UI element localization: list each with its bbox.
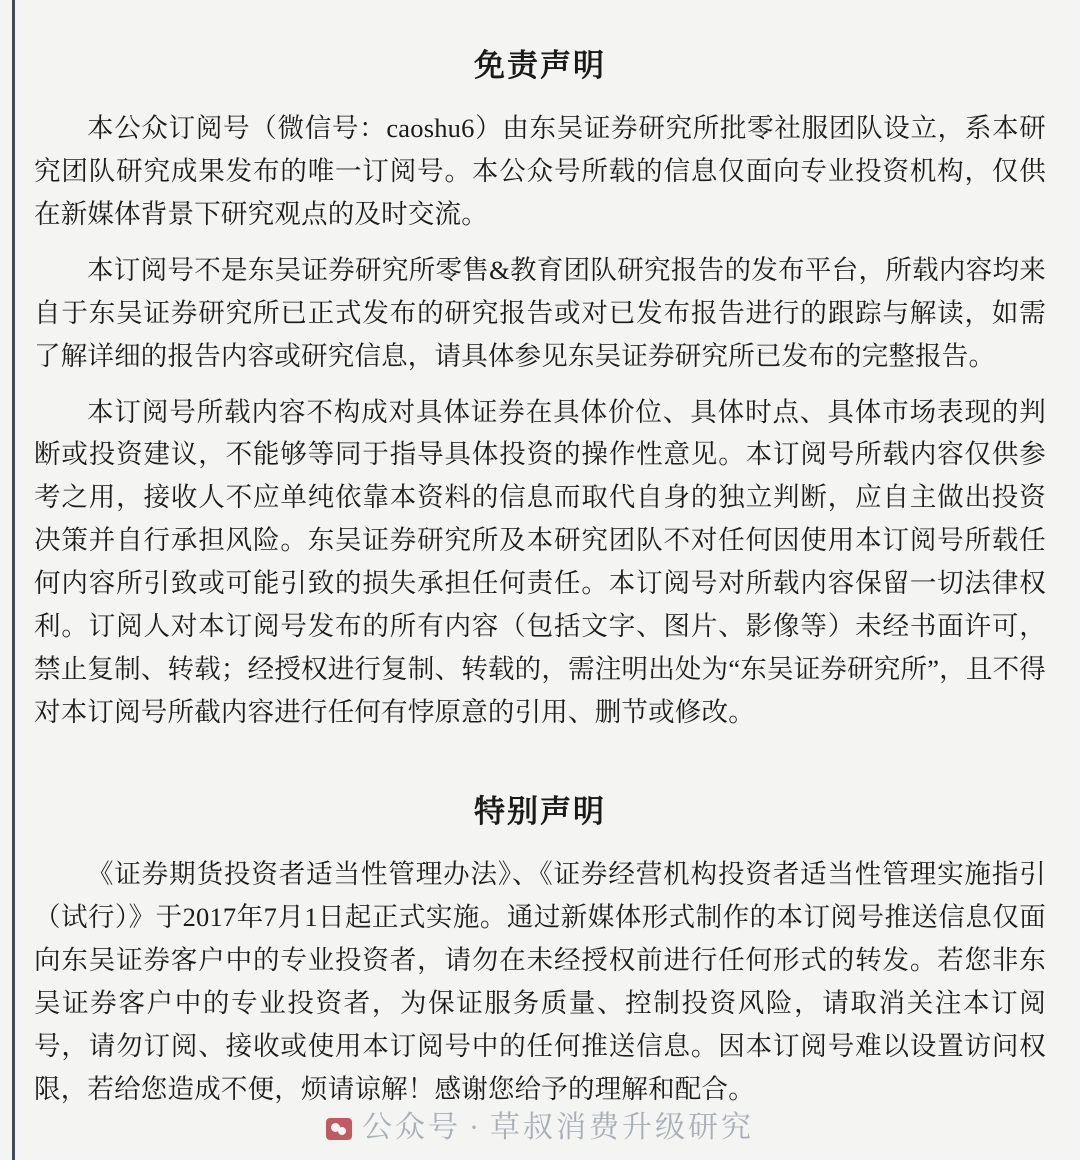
disclaimer-paragraph-3: 本订阅号所载内容不构成对具体证券在具体价位、具体时点、具体市场表现的判断或投资建议，不能够等同于指导具体投资的操作性意见。本订阅号所载内容仅供参考之用，接收人不应单纯依靠本资料的信息而取代自身的独立判断，应自主做出投资决策并自行承担风险。东吴证券研究所及本研究团队不对任何因使用本订阅号所载任何内容所引致或可能引致的损失承担任何责任。本订阅号对所载内容保留一切法律权利。订阅人对本订阅号发布的所有内容（包括文字、图片、影像等）未经书面许可，禁止复制、转载；经授权进行复制、转载的，需注明出处为“东吴证券研究所”，且不得对本订阅号所截内容进行任何有悖原意的引用、删节或修改。 (34, 396, 1046, 727)
page-left-rule (12, 0, 15, 1160)
watermark-account-name: 草叔消费升级研究 (490, 1111, 754, 1144)
watermark-prefix: 公众号 (362, 1111, 461, 1144)
wechat-logo-icon (326, 1118, 352, 1140)
page-title-special-statement: 特别声明 (474, 793, 606, 829)
special-statement-paragraph-1: 《证券期货投资者适当性管理办法》、《证券经营机构投资者适当性管理实施指引（试行）》于2017年7月1日起正式实施。通过新媒体形式制作的本订阅号推送信息仅面向东吴证券客户中的专业投资者，请勿在未经授权前进行任何形式的转发。若您非东吴证券客户中的专业投资者，为保证服务质量、控制投资风险，请取消关注本订阅号，请勿订阅、接收或使用本订阅号中的任何推送信息。因本订阅号难以设置访问权限，若给您造成不便，烦请谅解！感谢您给予的理解和配合。 (34, 858, 1046, 1104)
disclaimer-paragraph-1: 本公众订阅号（微信号：caoshu6）由东吴证券研究所批零社服团队设立，系本研究团队研究成果发布的唯一订阅号。本公众号所载的信息仅面向专业投资机构，仅供在新媒体背景下研究观点的及时交流。 (34, 113, 1046, 229)
watermark-separator: · (469, 1111, 482, 1144)
disclaimer-paragraph-2: 本订阅号不是东吴证券研究所零售&教育团队研究报告的发布平台，所载内容均来自于东吴证券研究所已正式发布的研究报告或对已发布报告进行的跟踪与解读，如需了解详细的报告内容或研究信息，请具体参见东吴证券研究所已发布的完整报告。 (34, 254, 1046, 371)
page-title-disclaimer: 免责声明 (474, 48, 606, 83)
watermark (0, 1102, 1080, 1146)
